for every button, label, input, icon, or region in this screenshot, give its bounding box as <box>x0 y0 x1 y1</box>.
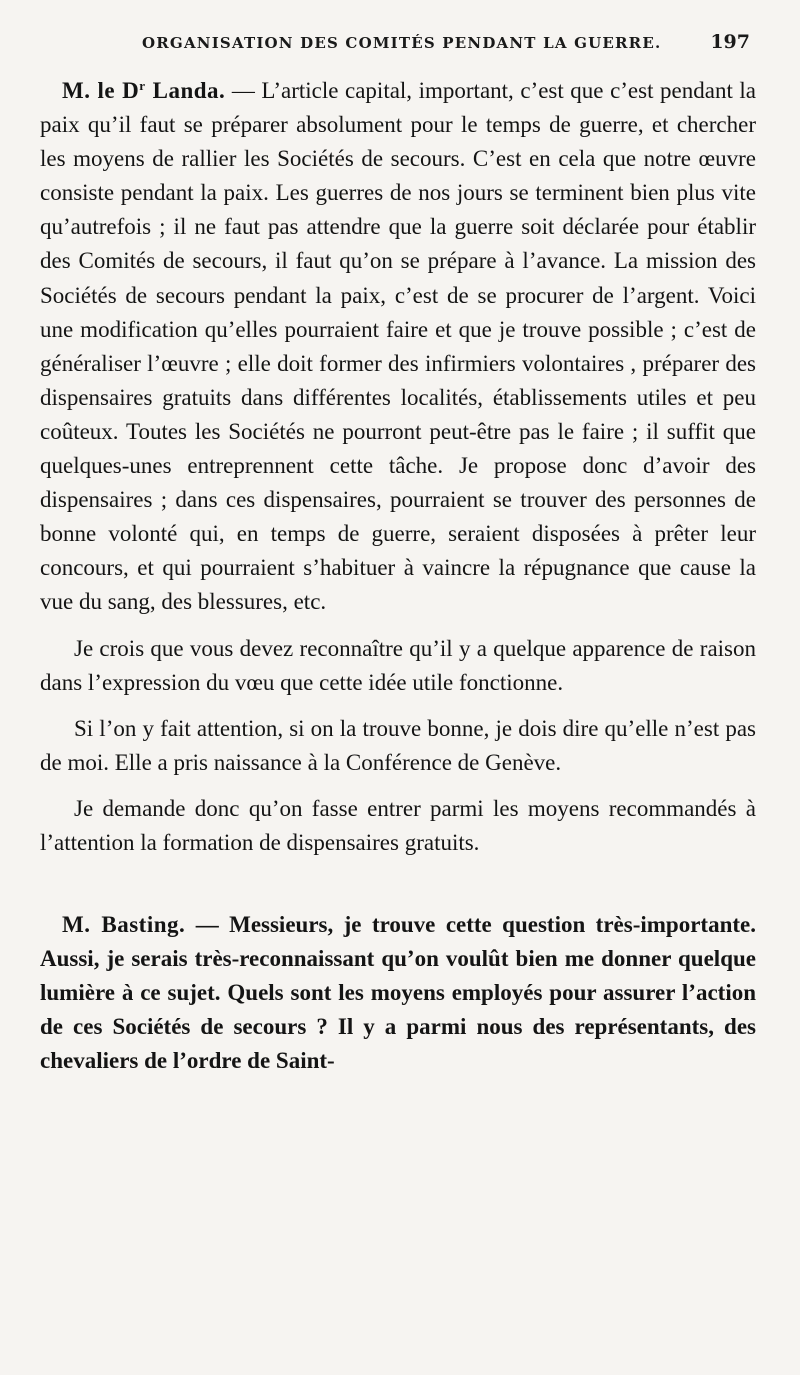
speaker-landa <box>62 78 225 103</box>
paragraph-request <box>40 792 756 860</box>
paragraph-text: Si l’on y fait attention, si on la trouve bonne, je dois dire qu’elle n’est pas de moi. Elle a pris naissance à la Conférence de Genève. <box>40 715 756 775</box>
paragraph-landa-speech <box>40 69 756 620</box>
doctor-superscript: r <box>139 78 146 93</box>
paragraph-text: Messieurs, je trouve cette question très-importante. Aussi, je serais très-reconnaissant qu’on voulût bien me donner quelque lumière à ce sujet. Quels sont les moyens employés pour assurer l’action de ces Sociétés de secours ? Il y a parmi nous des représentants, des chevaliers de l’ordre de Saint- <box>40 912 756 1074</box>
speaker-name: Landa. <box>145 78 226 103</box>
paragraph-basting-speech <box>40 908 756 1078</box>
paragraph-text: Je crois que vous devez reconnaître qu’il y a quelque apparence de raison dans l’expression du vœu que cette idée utile fonctionne. <box>40 635 756 695</box>
paragraph-text: L’article capital, important, c’est que c’est pendant la paix qu’il faut se préparer absolument pour le temps de guerre, et chercher les moyens de rallier les Sociétés de secours. C’est en cela que notre œuvre consiste pendant la paix. Les guerres de nos jours se terminent bien plus vite qu’autrefois ; il ne faut pas attendre que la guerre soit déclarée pour établir des Comités de secours, il faut qu’on se prépare à l’avance. La mission des Sociétés de secours pendant la paix, c’est de se procurer de l’argent. Voici une modification qu’elles pourraient faire et que je trouve possible ; c’est de généraliser l’œuvre ; elle doit former des infirmiers volontaires , préparer des dispensaires gratuits dans différentes localités, établissements utiles et peu coûteux. Toutes les Sociétés ne pourront peut-être pas le faire ; il suffit que quelques-unes entreprennent cette tâche. Je propose donc d’avoir des dispensaires ; dans ces dispensaires, pourraient se trouver des personnes de bonne volonté qui, en temps de guerre, seraient disposées à prêter leur concours, et qui pourraient s’habituer à vaincre la répugnance que cause la vue du sang, des blessures, etc. <box>40 78 756 615</box>
speaker-basting: M. Basting. <box>62 912 186 938</box>
speaker-dash: — <box>185 912 230 938</box>
paragraph-reason <box>40 632 756 700</box>
speaker-prefix: M. le D <box>62 78 140 103</box>
paragraph-origin <box>40 712 756 780</box>
paragraph-text: Je demande donc qu’on fasse entrer parmi les moyens recommandés à l’attention la formation de dispensaires gratuits. <box>40 795 756 855</box>
page-header <box>142 31 762 56</box>
speaker-dash: — <box>225 78 262 103</box>
running-head: ORGANISATION DES COMITÉS PENDANT LA GUERRE. <box>142 34 662 52</box>
body-text <box>40 69 756 1079</box>
page-number: 197 <box>710 31 750 53</box>
